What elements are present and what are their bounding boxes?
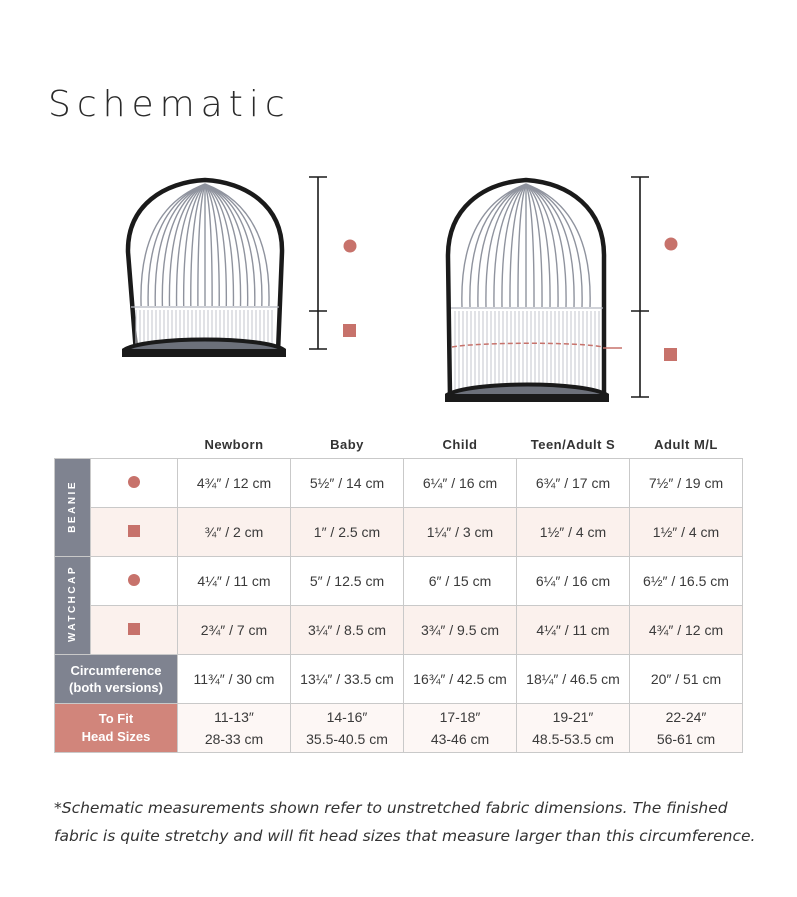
- watchcap-illustration: [447, 180, 622, 400]
- column-header-teen-adult-s: Teen/Adult S: [530, 436, 616, 452]
- table-cell: 6¼″ / 16 cm: [404, 459, 517, 508]
- square-marker-icon: [128, 623, 140, 635]
- beanie-square-row: [55, 508, 743, 557]
- table-cell: 3¾″ / 9.5 cm: [404, 606, 517, 655]
- table-cell: ¾″ / 2 cm: [178, 508, 291, 557]
- square-marker-icon: [128, 525, 140, 537]
- page-title: Schematic: [48, 84, 291, 125]
- table-cell: 19-21″ 48.5-53.5 cm: [517, 704, 630, 753]
- table-cell: 3¼″ / 8.5 cm: [291, 606, 404, 655]
- watchcap-square-row: [55, 606, 743, 655]
- table-cell: 16¾″ / 42.5 cm: [404, 655, 517, 704]
- head-size-label: To Fit Head Sizes: [55, 704, 178, 753]
- schematic-drawings: [0, 160, 797, 410]
- table-cell: 6¼″ / 16 cm: [517, 557, 630, 606]
- column-header-row: [55, 432, 743, 459]
- circumference-label: Circumference (both versions): [55, 655, 178, 704]
- table-cell: 6″ / 15 cm: [404, 557, 517, 606]
- table-cell: 6¾″ / 17 cm: [517, 459, 630, 508]
- circle-marker-icon: [128, 476, 140, 488]
- column-header-baby: Baby: [330, 436, 364, 452]
- table-cell: 7½″ / 19 cm: [630, 459, 743, 508]
- table-cell: 1″ / 2.5 cm: [291, 508, 404, 557]
- beanie-group-label: BEANIE: [55, 459, 91, 557]
- table-cell: 4¼″ / 11 cm: [178, 557, 291, 606]
- beanie-dimension-line: [309, 177, 327, 349]
- table-cell: 2¾″ / 7 cm: [178, 606, 291, 655]
- column-header-adult-m-l: Adult M/L: [654, 436, 718, 452]
- table-cell: 4¼″ / 11 cm: [517, 606, 630, 655]
- table-cell: 20″ / 51 cm: [630, 655, 743, 704]
- watchcap-circle-row: [55, 557, 743, 606]
- circle-marker-icon: [128, 574, 140, 586]
- beanie-circle-marker-icon: [344, 240, 357, 253]
- table-cell: 4¾″ / 12 cm: [630, 606, 743, 655]
- column-header-newborn: Newborn: [204, 436, 264, 452]
- beanie-illustration: [124, 180, 284, 355]
- column-header-child: Child: [442, 436, 478, 452]
- table-cell: 11¾″ / 30 cm: [178, 655, 291, 704]
- watchcap-square-marker-icon: [664, 348, 677, 361]
- table-cell: 5″ / 12.5 cm: [291, 557, 404, 606]
- watchcap-dimension-line: [631, 177, 649, 397]
- size-table: [54, 432, 743, 753]
- table-cell: 5½″ / 14 cm: [291, 459, 404, 508]
- table-cell: 1½″ / 4 cm: [630, 508, 743, 557]
- head-size-row: [55, 704, 743, 753]
- table-cell: 13¼″ / 33.5 cm: [291, 655, 404, 704]
- table-cell: 4¾″ / 12 cm: [178, 459, 291, 508]
- circumference-row: [55, 655, 743, 704]
- table-cell: 6½″ / 16.5 cm: [630, 557, 743, 606]
- table-cell: 1¼″ / 3 cm: [404, 508, 517, 557]
- beanie-square-marker-icon: [343, 324, 356, 337]
- watchcap-circle-marker-icon: [665, 238, 678, 251]
- table-cell: 1½″ / 4 cm: [517, 508, 630, 557]
- footnote: *Schematic measurements shown refer to unstretched fabric dimensions. The finished fabric is quite stretchy and will fit head sizes that measure larger than this circumference.: [54, 799, 756, 845]
- watchcap-group-label: WATCHCAP: [55, 557, 91, 655]
- beanie-circle-row: [55, 459, 743, 508]
- table-cell: 18¼″ / 46.5 cm: [517, 655, 630, 704]
- table-cell: 17-18″ 43-46 cm: [404, 704, 517, 753]
- table-cell: 22-24″ 56-61 cm: [630, 704, 743, 753]
- table-cell: 14-16″ 35.5-40.5 cm: [291, 704, 404, 753]
- table-cell: 11-13″ 28-33 cm: [178, 704, 291, 753]
